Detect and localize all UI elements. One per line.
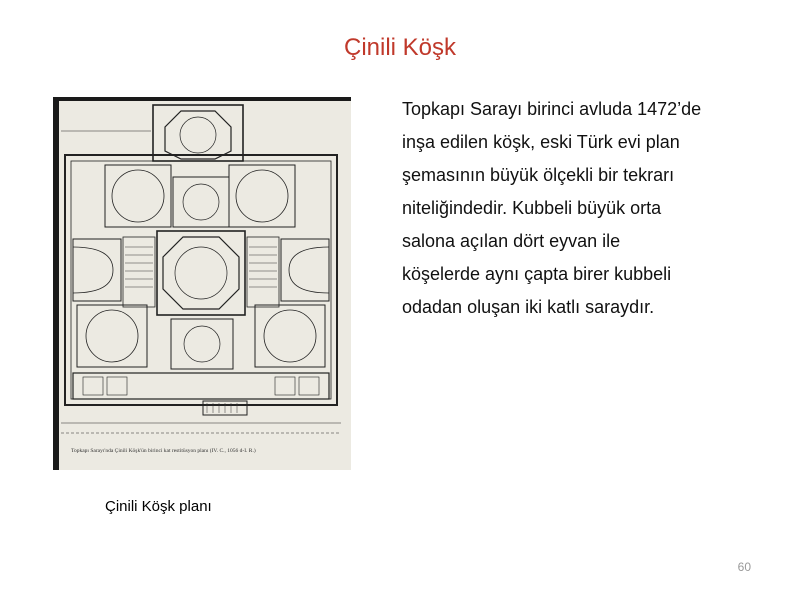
- body-text: [402, 98, 762, 329]
- body-paragraph: niteliğindedir. Kubbeli büyük orta: [402, 198, 662, 218]
- page-number: 60: [737, 560, 751, 574]
- plan-inner-caption: Topkapı Sarayı'nda Çinili Köşk'ün birinci kat restitüsyon planı (IV. C., 1056 d-I. R.): [71, 448, 256, 454]
- body-paragraph: odadan oluşan iki katlı saraydır.: [402, 297, 655, 317]
- body-paragraph: Topkapı Sarayı birinci avluda 1472’de: [402, 99, 702, 119]
- body-paragraph: salona açılan dört eyvan ile: [402, 231, 621, 251]
- body-paragraph: köşelerde aynı çapta birer kubbeli: [402, 264, 672, 284]
- figure-caption: Çinili Köşk planı: [105, 498, 212, 515]
- floor-plan-drawing: [53, 97, 351, 470]
- body-paragraph: inşa edilen köşk, eski Türk evi plan: [402, 132, 680, 152]
- floor-plan-image: [53, 97, 351, 470]
- slide-title: Çinili Köşk: [343, 34, 457, 61]
- body-paragraph: şemasının büyük ölçekli bir tekrarı: [402, 165, 675, 185]
